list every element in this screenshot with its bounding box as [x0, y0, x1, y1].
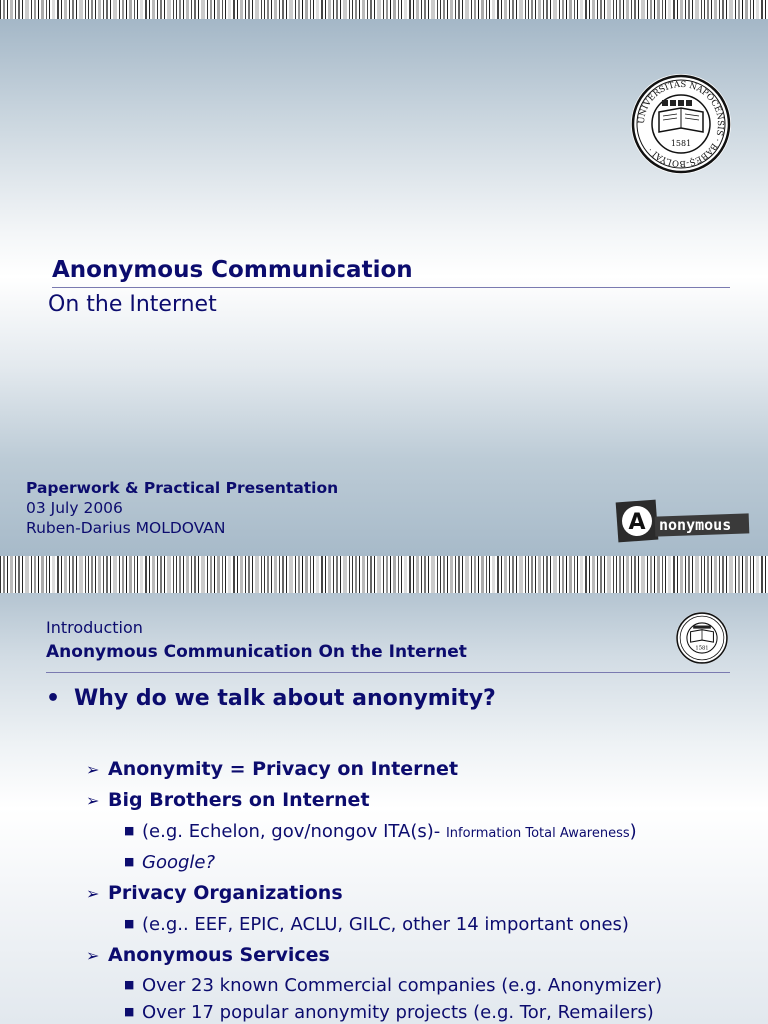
list-item-text: Privacy Organizations — [108, 882, 343, 904]
list-item-level3 — [124, 912, 629, 937]
list-item-text: Anonymous Services — [108, 944, 330, 966]
main-bullet-text: Why do we talk about anonymity? — [74, 686, 496, 711]
list-item-text: Over 17 popular anonymity projects (e.g. Tor, Remailers) — [142, 1002, 654, 1023]
footer-author: Ruben-Darius MOLDOVAN — [26, 519, 226, 537]
list-item-text: Over 23 known Commercial companies (e.g. Anonymizer) — [142, 975, 663, 996]
list-item-level2 — [86, 788, 370, 813]
title-divider — [52, 287, 730, 288]
arrow-bullet-icon: ➢ — [86, 884, 100, 903]
square-bullet-icon: ■ — [124, 917, 135, 930]
list-item-level2 — [86, 943, 330, 968]
svg-text:A: A — [628, 510, 646, 535]
bullet-dot-icon: • — [46, 686, 61, 711]
square-bullet-icon: ■ — [124, 855, 135, 868]
svg-text:UNIVERSITAS NAPOCENSIS · BABEŞ: UNIVERSITAS NAPOCENSIS · BABEŞ-BOLYAI · — [636, 79, 726, 169]
list-item-text: Anonymity = Privacy on Internet — [108, 758, 459, 780]
list-item-level2 — [86, 757, 458, 782]
footer-date: 03 July 2006 — [26, 499, 123, 517]
university-seal-small-icon — [676, 612, 728, 664]
list-item-text: Big Brothers on Internet — [108, 789, 370, 811]
list-item-text: (e.g.. EEF, EPIC, ACLU, GILC, other 14 important ones) — [142, 914, 629, 935]
main-bullet — [46, 686, 496, 711]
list-item-level3 — [124, 1000, 654, 1024]
decorative-barcode-stripe-middle — [0, 556, 768, 593]
arrow-bullet-icon: ➢ — [86, 946, 100, 965]
list-item-text: Google? — [142, 852, 216, 873]
slide-title: Anonymous Communication — [52, 257, 413, 283]
list-item-level3 — [124, 819, 637, 846]
list-item-tail: ) — [629, 821, 637, 842]
university-seal-icon — [631, 74, 731, 174]
arrow-bullet-icon: ➢ — [86, 791, 100, 810]
svg-text:1581: 1581 — [670, 139, 692, 148]
decorative-barcode-stripe-top — [0, 0, 768, 19]
anonymous-logo-icon — [615, 497, 753, 545]
list-item-level3 — [124, 973, 662, 998]
heading-divider — [46, 672, 730, 673]
list-item-text: (e.g. Echelon, gov/nongov ITA(s)- — [142, 821, 446, 842]
slide-subtitle: On the Internet — [48, 292, 217, 317]
square-bullet-icon: ■ — [124, 824, 135, 837]
footer-presentation-type: Paperwork & Practical Presentation — [26, 479, 339, 497]
slide-heading: Anonymous Communication On the Internet — [46, 642, 467, 662]
svg-text:nonymous: nonymous — [659, 516, 732, 534]
list-item-small-text: Information Total Awareness — [445, 826, 630, 841]
svg-text:1581: 1581 — [695, 645, 709, 652]
list-item-level3 — [124, 850, 215, 875]
list-item-level2 — [86, 881, 343, 906]
title-slide — [0, 19, 768, 556]
content-slide — [0, 593, 768, 1024]
square-bullet-icon: ■ — [124, 978, 135, 991]
section-label: Introduction — [46, 618, 143, 637]
square-bullet-icon: ■ — [124, 1005, 135, 1018]
arrow-bullet-icon: ➢ — [86, 760, 100, 779]
